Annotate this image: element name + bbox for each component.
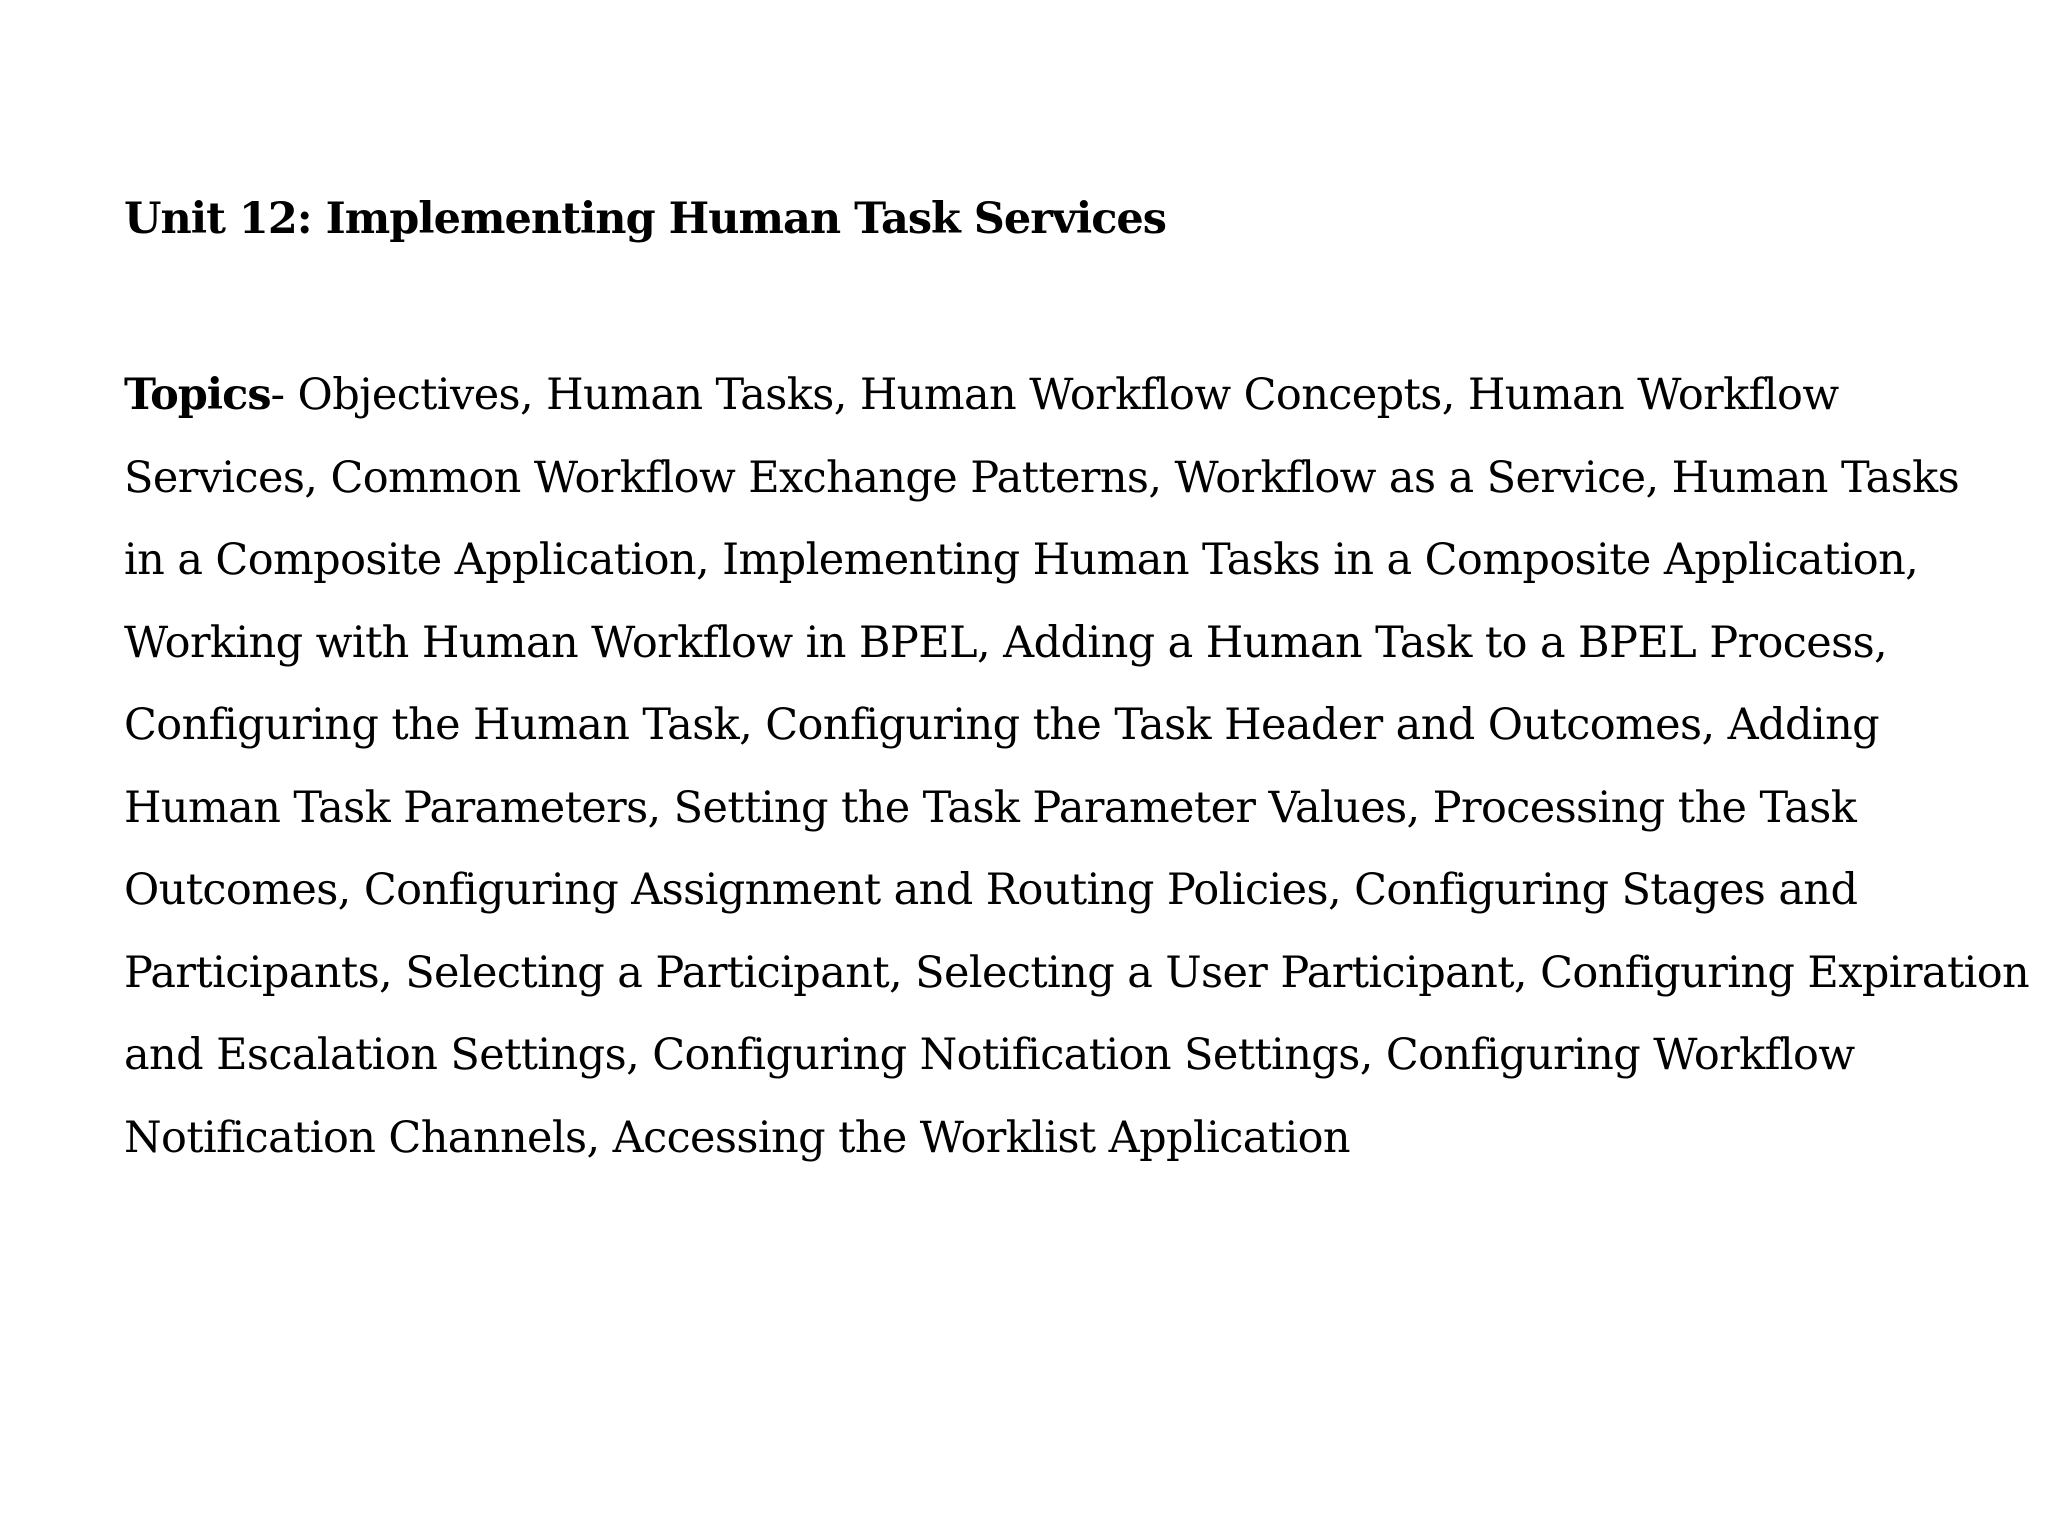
topics-line: Notification Channels, Accessing the Worklist Application [124, 1112, 1351, 1163]
topics-line [124, 354, 1904, 437]
topics-label: Topics [124, 370, 271, 420]
topics-line: in a Composite Application, Implementing Human Tasks in a Composite Application, [124, 535, 1919, 585]
topics-line-text: - Objectives, Human Tasks, Human Workflow Concepts, Human Workflow [270, 370, 1839, 420]
topics-line: Outcomes, Configuring Assignment and Routing Policies, Configuring Stages and [124, 865, 1858, 915]
topics-line: Human Task Parameters, Setting the Task Parameter Values, Processing the Task [124, 782, 1857, 833]
unit-title: Unit 12: Implementing Human Task Services [124, 194, 1166, 244]
topics-line: Working with Human Workflow in BPEL, Adding a Human Task to a BPEL Process, [124, 617, 1888, 668]
topics-line: and Escalation Settings, Configuring Notification Settings, Configuring Workflow [124, 1030, 1855, 1080]
topics-line: Services, Common Workflow Exchange Patterns, Workflow as a Service, Human Tasks [124, 452, 1960, 503]
topics-paragraph [124, 354, 2030, 1179]
topics-line: Participants, Selecting a Participant, Selecting a User Participant, Configuring Expiration [124, 947, 2030, 998]
topics-line: Configuring the Human Task, Configuring the Task Header and Outcomes, Adding [124, 700, 1880, 750]
